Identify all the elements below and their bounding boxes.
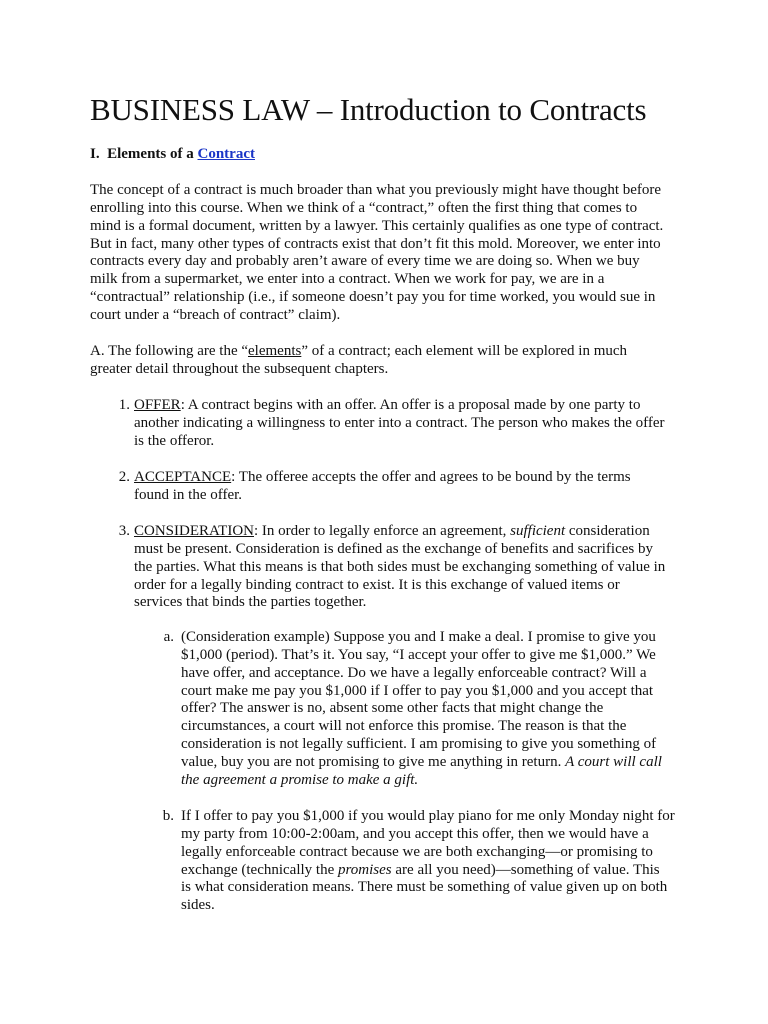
promises-emphasis: promises [338,861,392,878]
offer-text: : A contract begins with an offer. An offer is a proposal made by one party to another indicating a willingness to enter into a contract. The person who makes the offer is the offeror. [134,397,665,449]
section-prefix: Elements of a [107,146,194,162]
elements-intro-after: ” of a contract; each element will be explored in much greater detail throughout the subsequent chapters. [90,343,628,377]
consideration-text-before: : In order to legally enforce an agreement, [254,523,511,539]
sub-a-emphasis: A court will call the agreement a promise to make a gift. [181,753,662,788]
elements-term: elements [248,343,302,359]
list-number: 3. [118,523,130,539]
list-text [134,523,694,612]
section-heading [90,146,255,163]
list-text [134,469,694,505]
page-title: BUSINESS LAW – Introduction to Contracts [90,92,647,127]
sub-item-text [181,629,721,790]
list-number: 1. [118,397,130,413]
sub-a-text: (Consideration example) Suppose you and I make a deal. I promise to give you $1,000 (period). That’s it. You say, “I accept your offer to give me $1,000.” We have offer, and acceptance. Do we have a legally enforceable contract? Will a court make me pay you $1,000 if I offer to pay you $1,000 and you accept that offer? The answer is no, absent some other facts that might change the circumstances, a court will not enforce this promise. The reason is that the consideration is not legally sufficient. I am promising to give you something of value, buy you are not promising to give me anything in return. [181,629,657,770]
list-text [134,397,694,451]
list-number: 2. [118,469,130,485]
consideration-text-after: consideration must be present. Consideration is defined as the exchange of benefits and sacrifices by the parties. What this means is that both sides must be exchanging something of value in order for a legally binding contract to exist. It is this exchange of valued items or services that binds the parties together. [134,523,666,611]
sub-item-letter: a. [163,629,174,645]
consideration-term: CONSIDERATION [134,523,254,539]
elements-intro-before: A. The following are the “ [90,343,249,359]
sub-b-text-before: If I offer to pay you $1,000 if you would play piano for me only Monday night for my party from 10:00-2:00am, and you accept this offer, then we would have a legally enforceable contract because we are both exchanging—or promising to exchange (technically the [181,808,675,878]
sufficient-emphasis: sufficient [510,523,566,539]
acceptance-term: ACCEPTANCE [134,469,232,485]
section-numeral: I. [90,146,100,162]
sub-b-text-after: are all you need)—something of value. This is what consideration means. There must be something of value given up on both sides. [181,861,668,914]
intro-paragraph: The concept of a contract is much broader than what you previously might have thought before enrolling into this course. When we think of a “contract,” often the first thing that comes to mind is a formal document, written by a lawyer. This certainly qualifies as one type of contract. But in fact, many other types of contracts exist that don’t fit this mold. Moreover, we enter into contracts every day and probably aren’t aware of every time we are doing so. When we buy milk from a supermarket, we enter into a contract. When we work for pay, we are in a “contractual” relationship (i.e., if someone doesn’t pay you for time worked, you would sue in court under a “breach of contract” claim). [90,182,664,323]
offer-term: OFFER [134,397,181,413]
elements-intro-paragraph [90,343,690,379]
sub-item-text [181,808,721,915]
contract-link[interactable]: Contract [197,146,255,162]
acceptance-text: : The offeree accepts the offer and agrees to be bound by the terms found in the offer. [134,469,631,503]
sub-item-letter: b. [162,808,174,824]
